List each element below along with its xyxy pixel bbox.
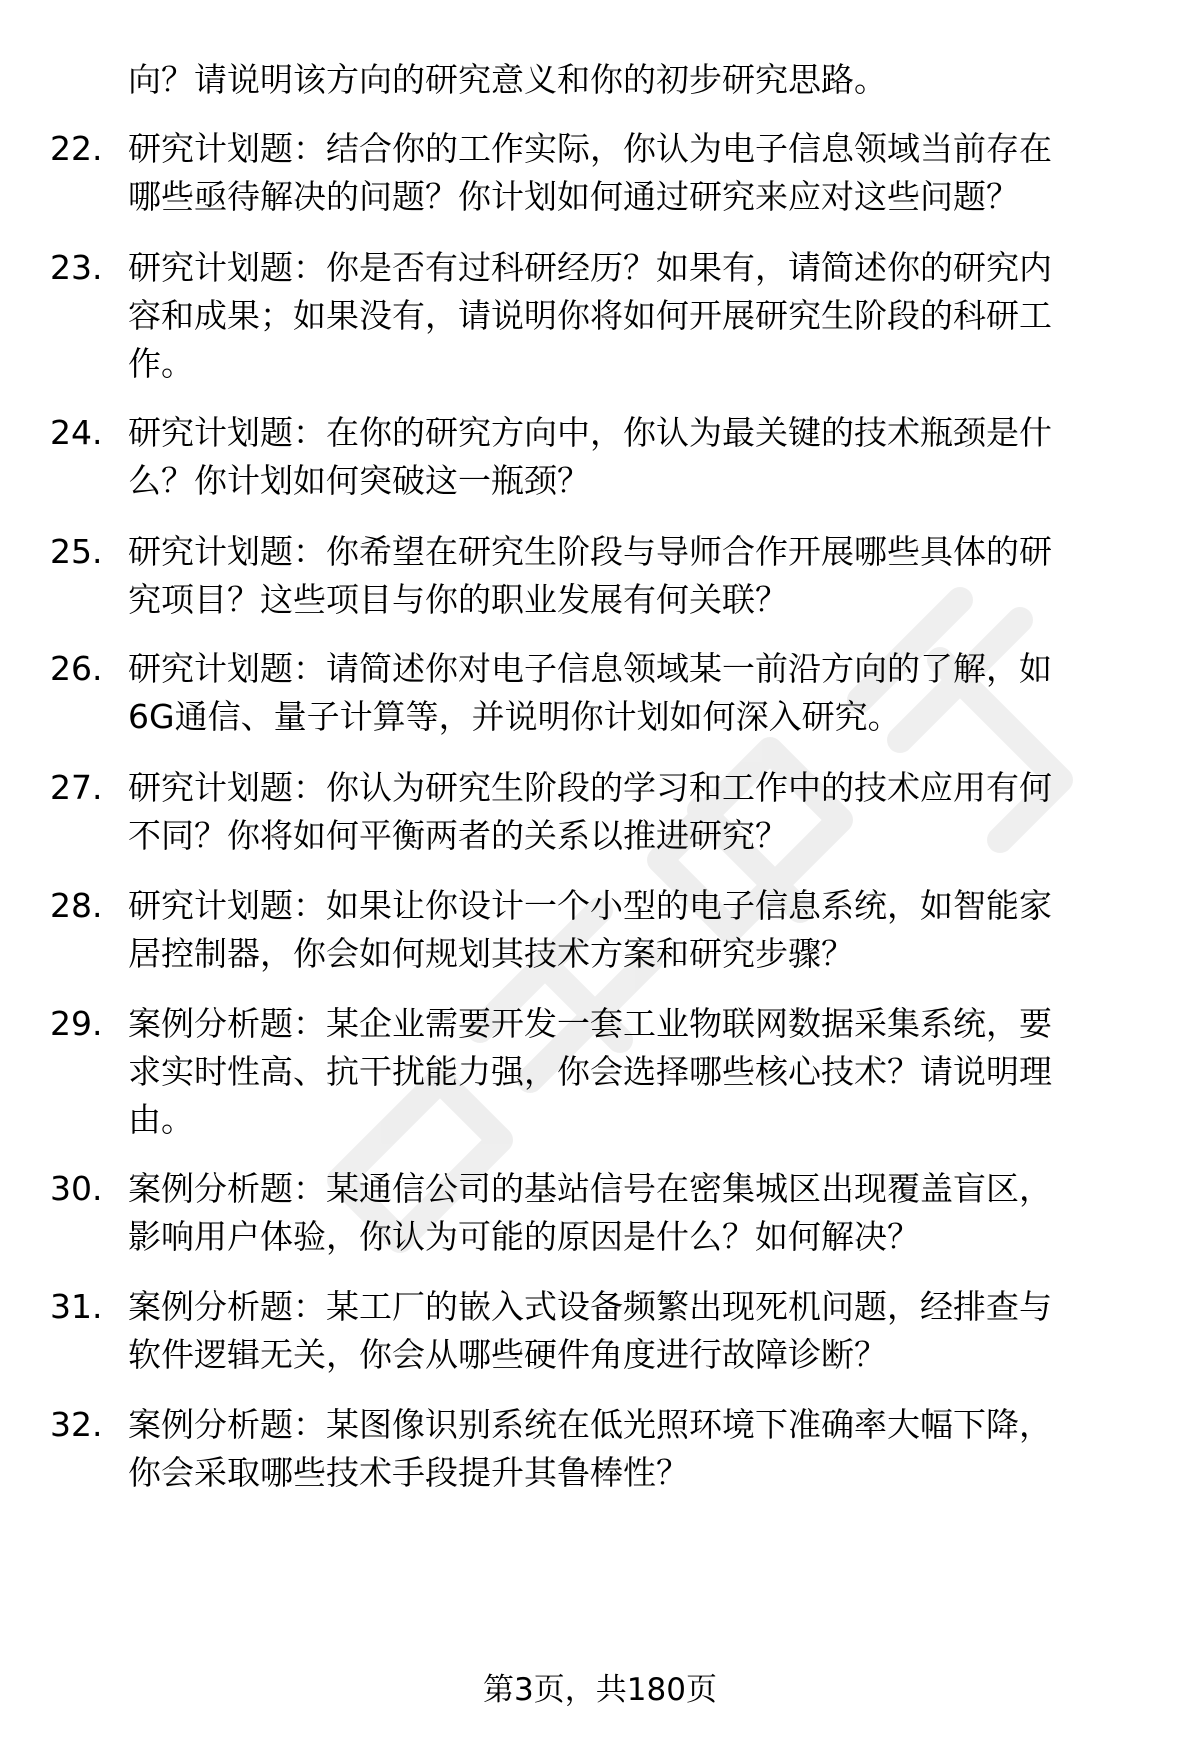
question-line: 研究计划题：你希望在研究生阶段与导师合作开展哪些具体的研 bbox=[128, 532, 1052, 571]
question-text bbox=[128, 244, 1138, 388]
question-line: 么？你计划如何突破这一瓶颈？ bbox=[128, 461, 590, 500]
question-line: 你会采取哪些技术手段提升其鲁棒性？ bbox=[128, 1453, 689, 1492]
continuation-line: 向？请说明该方向的研究意义和你的初步研究思路。 bbox=[128, 60, 887, 99]
question-number: 29. bbox=[50, 1004, 103, 1043]
question-number: 24. bbox=[50, 413, 103, 452]
question-line: 案例分析题：某通信公司的基站信号在密集城区出现覆盖盲区， bbox=[128, 1169, 1052, 1208]
question-number: 31. bbox=[50, 1287, 103, 1326]
question-line: 案例分析题：某企业需要开发一套工业物联网数据采集系统，要 bbox=[128, 1004, 1052, 1043]
question-text bbox=[128, 1165, 1138, 1261]
question-text bbox=[128, 528, 1138, 624]
question-line: 研究计划题：请简述你对电子信息领域某一前沿方向的了解，如 bbox=[128, 649, 1052, 688]
question-line: 研究计划题：在你的研究方向中，你认为最关键的技术瓶颈是什 bbox=[128, 413, 1052, 452]
question-number: 23. bbox=[50, 248, 103, 287]
question-line: 由。 bbox=[128, 1100, 194, 1139]
question-line: 究项目？这些项目与你的职业发展有何关联？ bbox=[128, 580, 788, 619]
question-line: 求实时性高、抗干扰能力强，你会选择哪些核心技术？请说明理 bbox=[128, 1052, 1052, 1091]
question-text bbox=[128, 645, 1138, 741]
question-text bbox=[128, 1000, 1138, 1144]
question-text bbox=[128, 882, 1138, 978]
question-text bbox=[128, 1283, 1138, 1379]
question-line: 案例分析题：某工厂的嵌入式设备频繁出现死机问题，经排查与 bbox=[128, 1287, 1052, 1326]
question-line: 容和成果；如果没有，请说明你将如何开展研究生阶段的科研工 bbox=[128, 296, 1052, 335]
question-number: 25. bbox=[50, 532, 103, 571]
question-line: 作。 bbox=[128, 344, 194, 383]
question-line: 研究计划题：你是否有过科研经历？如果有，请简述你的研究内 bbox=[128, 248, 1052, 287]
question-text bbox=[128, 125, 1138, 221]
question-text bbox=[128, 409, 1138, 505]
question-line: 影响用户体验，你认为可能的原因是什么？如何解决？ bbox=[128, 1217, 920, 1256]
question-line: 居控制器，你会如何规划其技术方案和研究步骤？ bbox=[128, 934, 854, 973]
question-line: 研究计划题：如果让你设计一个小型的电子信息系统，如智能家 bbox=[128, 886, 1052, 925]
question-line: 不同？你将如何平衡两者的关系以推进研究？ bbox=[128, 816, 788, 855]
question-line: 6G通信、量子计算等，并说明你计划如何深入研究。 bbox=[128, 697, 901, 736]
question-line: 研究计划题：你认为研究生阶段的学习和工作中的技术应用有何 bbox=[128, 768, 1052, 807]
question-line: 哪些亟待解决的问题？你计划如何通过研究来应对这些问题？ bbox=[128, 177, 1019, 216]
question-number: 26. bbox=[50, 649, 103, 688]
question-line: 案例分析题：某图像识别系统在低光照环境下准确率大幅下降， bbox=[128, 1405, 1052, 1444]
question-number: 30. bbox=[50, 1169, 103, 1208]
question-text bbox=[128, 1401, 1138, 1497]
question-number: 28. bbox=[50, 886, 103, 925]
question-text bbox=[128, 764, 1138, 860]
page-footer: 第3页，共180页 bbox=[483, 1672, 717, 1708]
question-number: 32. bbox=[50, 1405, 103, 1444]
question-line: 软件逻辑无关，你会从哪些硬件角度进行故障诊断？ bbox=[128, 1335, 887, 1374]
question-line: 研究计划题：结合你的工作实际，你认为电子信息领域当前存在 bbox=[128, 129, 1052, 168]
question-number: 22. bbox=[50, 129, 103, 168]
question-number: 27. bbox=[50, 768, 103, 807]
